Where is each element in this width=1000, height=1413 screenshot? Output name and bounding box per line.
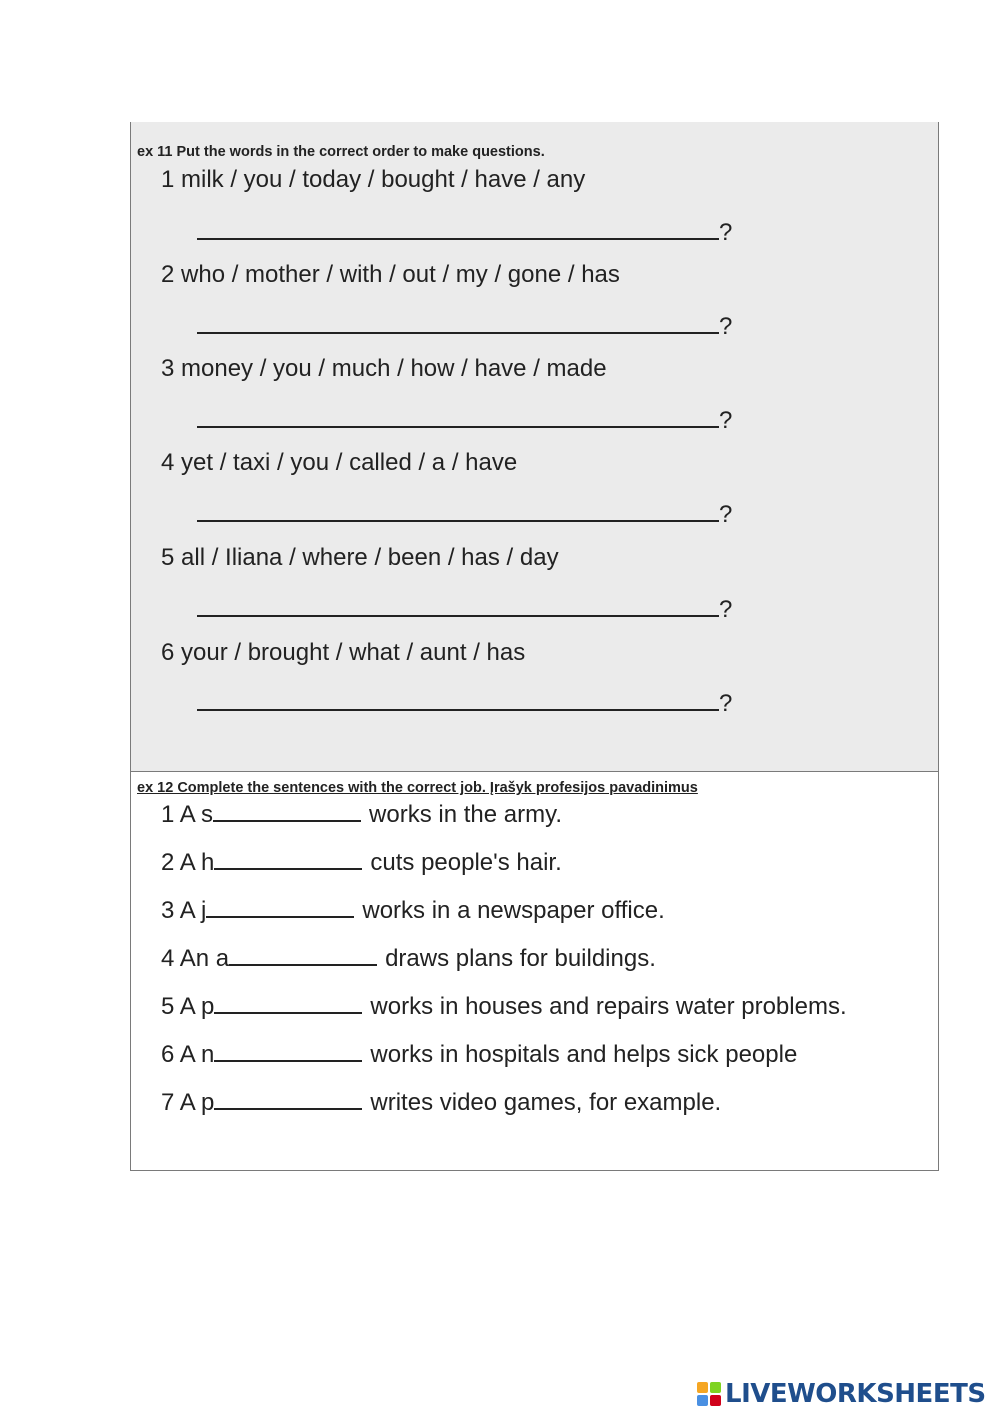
sentence-rest: works in the army. (369, 801, 562, 828)
sentence-rest: works in houses and repairs water problems. (370, 993, 847, 1020)
answer-row (197, 214, 732, 247)
question-mark: ? (719, 219, 733, 246)
sentence-rest: cuts people's hair. (370, 849, 562, 876)
job-input[interactable] (214, 1038, 362, 1062)
question-prompt: 6 your / brought / what / aunt / has (161, 639, 526, 666)
answer-input[interactable] (197, 214, 719, 240)
sentence-row (161, 798, 562, 829)
sentence-start: 3 A j (161, 897, 207, 924)
sentence-start: 7 A p (161, 1089, 215, 1116)
sentence-start: 4 An a (161, 945, 230, 972)
sentence-start: 2 A h (161, 849, 215, 876)
exercise-11-panel (130, 122, 939, 772)
sentence-rest: works in hospitals and helps sick people (370, 1041, 798, 1068)
question-prompt: 2 who / mother / with / out / my / gone / has (161, 261, 620, 288)
sentence-start: 5 A p (161, 993, 215, 1020)
job-input[interactable] (213, 798, 361, 822)
answer-row (197, 496, 732, 529)
sentence-row (161, 942, 656, 973)
job-input[interactable] (229, 942, 377, 966)
question-prompt: 5 all / Iliana / where / been / has / day (161, 544, 559, 571)
sentence-row (161, 894, 665, 925)
answer-input[interactable] (197, 402, 719, 428)
liveworksheets-logo-icon (697, 1382, 721, 1406)
answer-row (197, 591, 732, 624)
exercise-11-heading: ex 11 Put the words in the correct order to make questions. (137, 144, 545, 160)
sentence-rest: works in a newspaper office. (362, 897, 665, 924)
sentence-row (161, 1038, 797, 1069)
job-input[interactable] (214, 846, 362, 870)
liveworksheets-logo[interactable] (697, 1378, 986, 1410)
sentence-row (161, 1086, 721, 1117)
sentence-rest: writes video games, for example. (370, 1089, 722, 1116)
job-input[interactable] (214, 990, 362, 1014)
question-mark: ? (719, 596, 733, 623)
exercise-12-heading: ex 12 Complete the sentences with the correct job. Įrašyk profesijos pavadinimus (137, 780, 698, 796)
answer-row (197, 308, 732, 341)
answer-input[interactable] (197, 308, 719, 334)
sentence-rest: draws plans for buildings. (385, 945, 656, 972)
sentence-start: 6 A n (161, 1041, 215, 1068)
job-input[interactable] (206, 894, 354, 918)
sentence-start: 1 A s (161, 801, 214, 828)
answer-input[interactable] (197, 496, 719, 522)
sentence-row (161, 846, 562, 877)
logo-text: LIVEWORKSHEETS (725, 1379, 986, 1409)
job-input[interactable] (214, 1086, 362, 1110)
question-mark: ? (719, 690, 733, 717)
answer-input[interactable] (197, 591, 719, 617)
question-prompt: 4 yet / taxi / you / called / a / have (161, 449, 518, 476)
question-mark: ? (719, 501, 733, 528)
answer-row (197, 685, 732, 718)
question-prompt: 3 money / you / much / how / have / made (161, 355, 607, 382)
question-prompt: 1 milk / you / today / bought / have / any (161, 166, 586, 193)
exercise-12-panel (130, 771, 939, 1171)
sentence-row (161, 990, 847, 1021)
question-mark: ? (719, 313, 733, 340)
answer-input[interactable] (197, 685, 719, 711)
answer-row (197, 402, 732, 435)
question-mark: ? (719, 407, 733, 434)
